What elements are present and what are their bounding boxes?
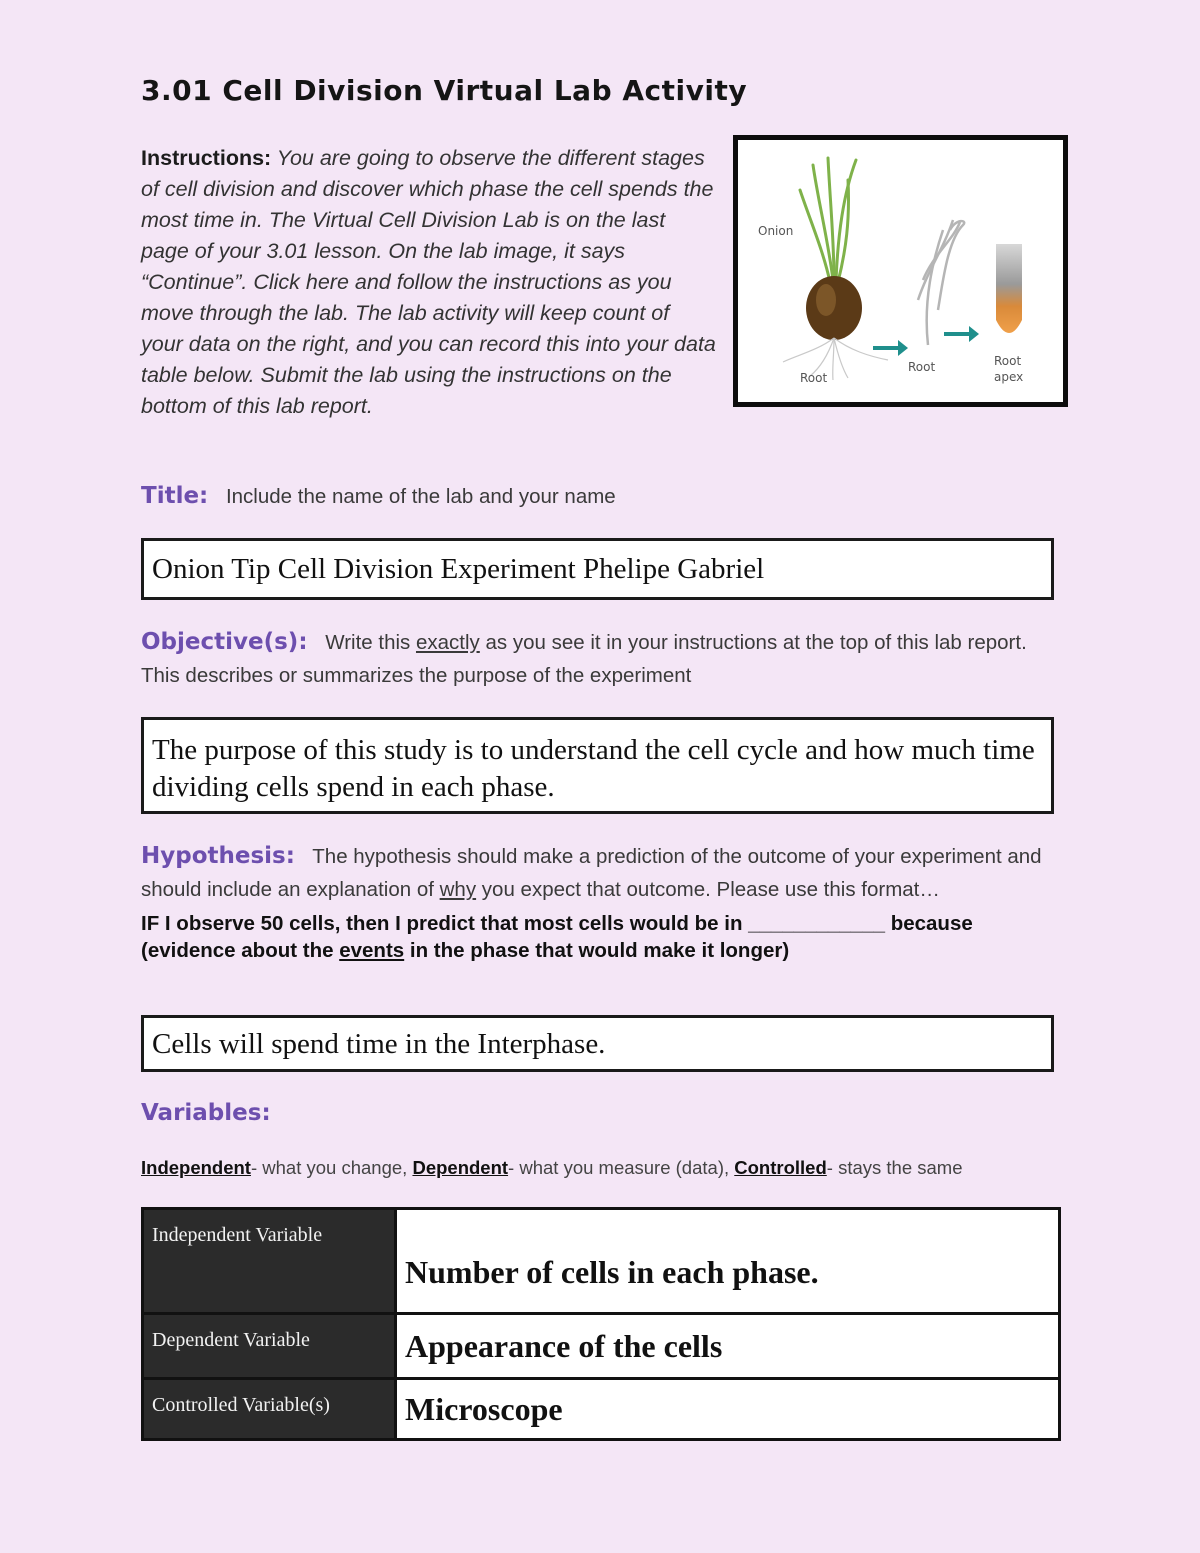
page-title: 3.01 Cell Division Virtual Lab Activity [141,74,748,107]
variables-table [141,1207,1061,1441]
independent-variable-value[interactable]: Number of cells in each phase. [396,1209,1060,1314]
title-prompt-line [141,480,616,513]
label-root-2: Root [908,360,936,374]
instructions-text: You are going to observe the different stages of cell division and discover which phase the cell spends the most time in. The Virtual Cell Division Lab is on the last page of your 3.01 lesson. On the lab image, it says “Continue”. Click here and follow the instructions as you move through the lab. The lab activity will keep count of your data on the right, and you can record this into your data table below. Submit the lab using the instructions on the bottom of this lab report. [141,146,716,418]
title-answer-box[interactable]: Onion Tip Cell Division Experiment Phelipe Gabriel [141,538,1054,600]
objective-prompt-underlined: exactly [415,631,480,654]
instructions-paragraph [141,143,716,422]
instructions-label: Instructions: [141,146,272,170]
hypothesis-label: Hypothesis: [141,843,295,869]
independent-desc: - what you change, [250,1157,408,1178]
objective-answer-box[interactable]: The purpose of this study is to understand the cell cycle and how much time dividing cells spend in each phase. [141,717,1054,814]
hypothesis-prompt-post: you expect that outcome. Please use this format… [481,878,940,901]
label-root-apex-2: apex [994,370,1024,384]
variables-label: Variables: [141,1100,271,1126]
onion-root-illustration [738,140,1063,402]
hypothesis-format-pre: IF I observe 50 cells, then I predict that most cells would be in ____________ because (evidence about the [141,912,973,962]
variables-definitions [141,1157,962,1179]
hypothesis-prompt-underlined: why [439,878,477,901]
title-label: Title: [141,483,209,509]
objective-label: Objective(s): [141,629,308,655]
controlled-desc: - stays the same [826,1157,963,1178]
hypothesis-format-post: in the phase that would make it longer) [409,939,790,962]
dependent-term: Dependent [412,1157,509,1178]
title-prompt: Include the name of the lab and your name [225,485,616,508]
independent-variable-label: Independent Variable [143,1209,396,1314]
hypothesis-format [141,910,1046,964]
objective-prompt-pre: Write this [325,631,411,654]
table-row [143,1314,1060,1379]
hypothesis-format-underlined: events [339,939,405,962]
objective-prompt-paragraph [141,626,1041,692]
controlled-variables-label: Controlled Variable(s) [143,1379,396,1440]
objective-prompt-post: as you see it in your instructions at the top of this lab report. This describes or summarizes the purpose of the experiment [141,631,1027,687]
label-onion: Onion [758,224,794,238]
independent-term: Independent [141,1157,251,1178]
variables-heading-line [141,1097,283,1130]
controlled-variables-value[interactable]: Microscope [396,1379,1060,1440]
dependent-variable-value[interactable]: Appearance of the cells [396,1314,1060,1379]
table-row [143,1209,1060,1314]
hypothesis-prompt-pre: The hypothesis should make a prediction of the outcome of your experiment and should include an explanation of [141,845,1042,901]
hypothesis-prompt-paragraph [141,840,1046,906]
dependent-variable-label: Dependent Variable [143,1314,396,1379]
hypothesis-answer-box[interactable]: Cells will spend time in the Interphase. [141,1015,1054,1072]
label-root-apex-1: Root [994,354,1022,368]
controlled-term: Controlled [734,1157,827,1178]
table-row [143,1379,1060,1440]
onion-root-figure [733,135,1068,407]
label-root-1: Root [800,371,828,385]
dependent-desc: - what you measure (data), [508,1157,730,1178]
